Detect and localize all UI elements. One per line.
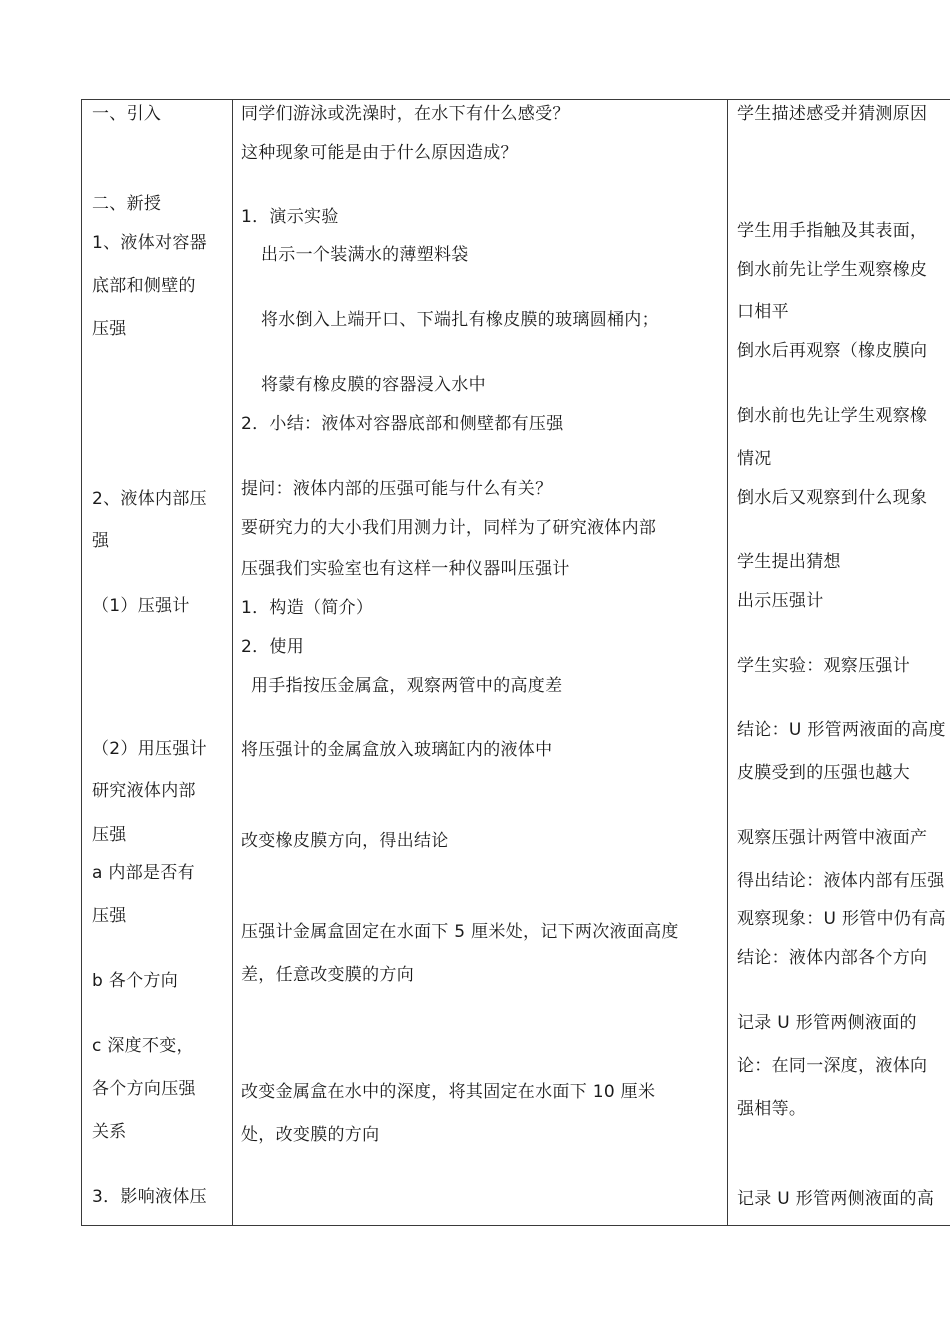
student-line: 强相等。 [737,1099,807,1119]
section-label: 3．影响液体压 [92,1187,207,1207]
section-label: 底部和侧壁的 [92,276,196,296]
student-line: 学生实验：观察压强计 [737,656,910,676]
student-line: 得出结论：液体内部有压强 [737,871,945,891]
section-label: （1）压强计 [92,596,190,616]
student-line: 记录 U 形管两侧液面的 [737,1013,917,1033]
student-line: 倒水后再观察（橡皮膜向 [737,341,928,361]
student-line: 学生描述感受并猜测原因 [737,104,928,124]
activity-line: 将蒙有橡皮膜的容器浸入水中 [261,375,486,395]
section-label: 二、新授 [92,194,162,214]
student-line: 皮膜受到的压强也越大 [737,763,910,783]
activity-line: 将压强计的金属盒放入玻璃缸内的液体中 [241,740,553,760]
section-label: 研究液体内部 [92,781,196,801]
section-label: 各个方向压强 [92,1079,196,1099]
student-line: 倒水前先让学生观察橡皮 [737,260,928,280]
activity-line: 同学们游泳或洗澡时，在水下有什么感受？ [241,104,570,124]
activity-line: 处，改变膜的方向 [241,1125,380,1145]
student-line: 倒水前也先让学生观察橡 [737,406,928,426]
student-line: 记录 U 形管两侧液面的高 [737,1189,935,1209]
section-label: c 深度不变， [92,1036,194,1056]
student-line: 论：在同一深度，液体向 [737,1056,928,1076]
section-label: 强 [92,531,110,551]
activity-line: 改变橡皮膜方向，得出结论 [241,831,449,851]
student-line: 结论：U 形管两液面的高度 [737,720,946,740]
activity-line: 1．构造（简介） [241,598,374,618]
section-label: （2）用压强计 [92,739,207,759]
student-line: 学生提出猜想 [737,552,841,572]
student-line: 观察现象：U 形管中仍有高 [737,909,946,929]
student-line: 学生用手指触及其表面， [737,221,928,241]
activity-line: 2．使用 [241,637,305,657]
section-label: 2、液体内部压 [92,489,207,509]
activity-line: 用手指按压金属盒，观察两管中的高度差 [251,676,563,696]
section-label: 1、液体对容器 [92,233,207,253]
activity-line: 改变金属盒在水中的深度，将其固定在水面下 10 厘米 [241,1082,656,1102]
activity-line: 提问：液体内部的压强可能与什么有关？ [241,479,553,499]
section-label: 关系 [92,1122,127,1142]
section-label: 压强 [92,319,127,339]
activity-line: 要研究力的大小我们用测力计，同样为了研究液体内部 [241,518,657,538]
student-line: 口相平 [737,302,789,322]
activity-line: 1．演示实验 [241,207,339,227]
section-label: b 各个方向 [92,971,178,991]
student-line: 结论：液体内部各个方向 [737,948,928,968]
student-line: 观察压强计两管中液面产 [737,828,928,848]
activity-line: 差，任意改变膜的方向 [241,965,414,985]
activity-line: 2．小结：液体对容器底部和侧壁都有压强 [241,414,564,434]
activity-line: 这种现象可能是由于什么原因造成？ [241,143,518,163]
column-divider-2 [727,100,728,1225]
activity-line: 将水倒入上端开口、下端扎有橡皮膜的玻璃圆桶内； [261,310,659,330]
student-line: 情况 [737,449,772,469]
activity-line: 压强计金属盒固定在水面下 5 厘米处，记下两次液面高度 [241,922,679,942]
section-label: 压强 [92,906,127,926]
section-label: a 内部是否有 [92,863,195,883]
column-divider-1 [232,100,233,1225]
section-label: 压强 [92,825,127,845]
student-line: 出示压强计 [737,591,824,611]
activity-line: 压强我们实验室也有这样一种仪器叫压强计 [241,559,570,579]
section-label: 一、引入 [92,104,162,124]
student-line: 倒水后又观察到什么现象 [737,488,928,508]
activity-line: 出示一个装满水的薄塑料袋 [261,245,469,265]
